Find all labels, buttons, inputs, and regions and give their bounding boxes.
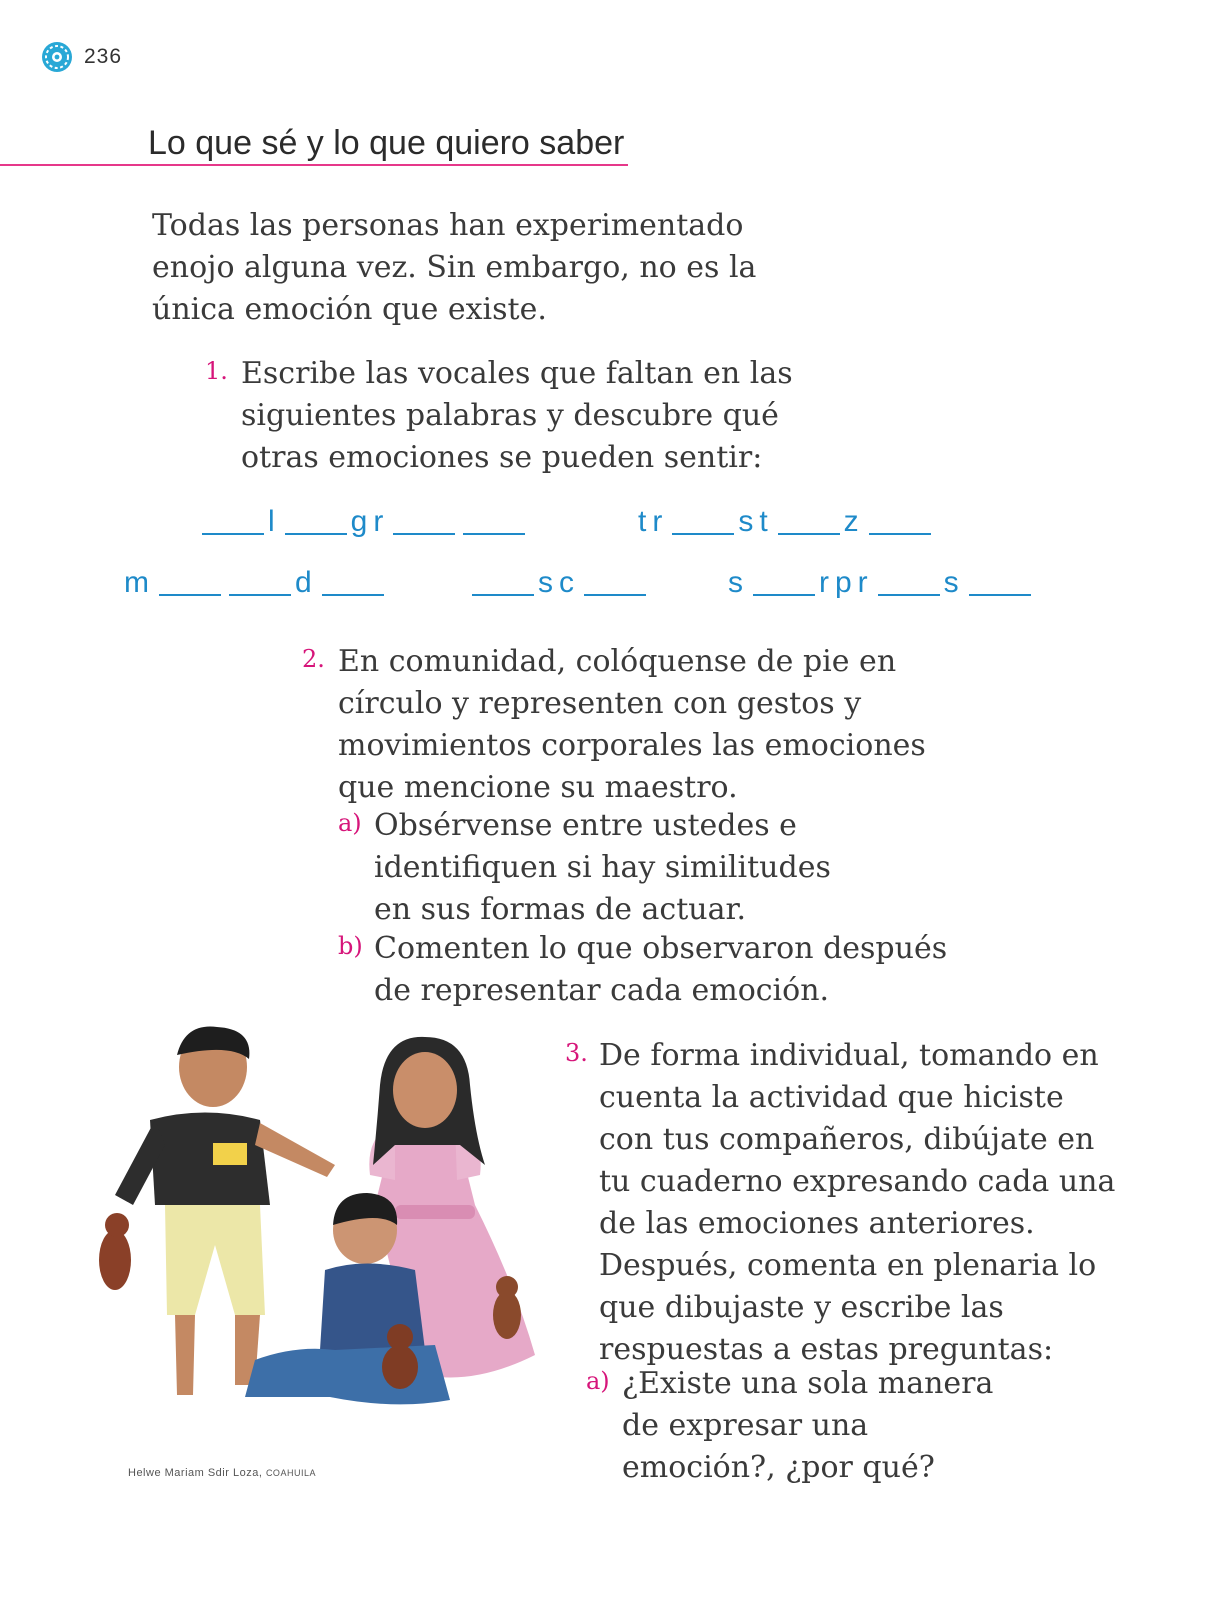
flower-emblem-icon [40, 40, 74, 74]
subitem-text: ¿Existe una sola manera de expresar una emoción?, ¿por qué? [622, 1366, 994, 1485]
subitem-label: a) [338, 809, 362, 837]
activity-3-subitem-a [586, 1363, 1046, 1489]
vowel-blank[interactable] [753, 593, 815, 596]
subitem-text: Comenten lo que observaron después de representar cada emoción. [374, 931, 948, 1008]
section-title: Lo que sé y lo que quiero saber [148, 124, 625, 162]
vowel-blank[interactable] [322, 593, 384, 596]
vowel-blank[interactable] [869, 532, 931, 535]
activity-2-text: En comunidad, colóquense de pie en círculo y representen con gestos y movimientos corporales las emociones que mencione su maestro. [338, 644, 926, 805]
vowel-blank[interactable] [672, 532, 734, 535]
word-fragment: rpr [819, 566, 874, 599]
subitem-label: a) [586, 1367, 610, 1395]
activity-3-number: 3. [565, 1039, 588, 1067]
children-illustration [95, 1025, 545, 1425]
vowel-blank[interactable] [229, 593, 291, 596]
word-fragment: sc [538, 566, 580, 599]
word-fragment: s [728, 566, 749, 599]
vowel-blank[interactable] [472, 593, 534, 596]
word-fragment: l [268, 505, 281, 538]
word-fragment: st [738, 505, 774, 538]
activity-2-number: 2. [302, 645, 325, 673]
word-fragment: d [295, 566, 318, 599]
emotion-word-miedo[interactable] [124, 566, 388, 600]
emotion-word-asco[interactable] [468, 566, 650, 600]
page-header [40, 40, 122, 74]
vowel-blank[interactable] [393, 532, 455, 535]
activity-1-number: 1. [205, 357, 228, 385]
activity-2-subitem-b [338, 928, 978, 1012]
subitem-label: b) [338, 932, 363, 960]
vowel-blank[interactable] [285, 532, 347, 535]
subitem-text: Obsérvense entre ustedes e identifiquen si hay similitudes en sus formas de actuar. [374, 808, 831, 927]
activity-1 [205, 353, 825, 479]
vowel-blank[interactable] [969, 593, 1031, 596]
emotion-word-alegria[interactable] [198, 505, 529, 539]
emotion-word-tristeza[interactable] [638, 505, 935, 539]
activity-2 [302, 641, 942, 809]
illustration-credit [128, 1467, 316, 1479]
word-fragment: gr [350, 505, 390, 538]
page-number: 236 [84, 45, 123, 68]
emotion-word-sorpresa[interactable] [728, 566, 1035, 600]
credit-place: COAHUILA [265, 1468, 316, 1478]
word-fragment: m [124, 566, 155, 599]
activity-2-subitem-a [338, 805, 938, 931]
word-fragment: s [943, 566, 965, 599]
vowel-blank[interactable] [584, 593, 646, 596]
vowel-blank[interactable] [463, 532, 525, 535]
activity-3 [565, 1035, 1125, 1371]
activity-1-text: Escribe las vocales que faltan en las siguientes palabras y descubre qué otras emociones se pueden sentir: [241, 356, 793, 475]
intro-paragraph: Todas las personas han experimentado enojo alguna vez. Sin embargo, no es la única emoción que existe. [152, 208, 757, 327]
vowel-blank[interactable] [202, 532, 264, 535]
title-underline [0, 164, 628, 166]
word-fragment: tr [638, 505, 669, 538]
vowel-blank[interactable] [778, 532, 840, 535]
word-fragment: z [843, 505, 865, 538]
credit-name: Helwe Mariam Sdir Loza, [128, 1467, 266, 1479]
vowel-blank[interactable] [878, 593, 940, 596]
activity-3-text: De forma individual, tomando en cuenta la actividad que hiciste con tus compañeros, dibújate en tu cuaderno expresando cada una de las emociones anteriores. Después, comenta en plenaria lo que dibujaste y escribe las respuestas a estas preguntas: [599, 1038, 1116, 1367]
vowel-blank[interactable] [159, 593, 221, 596]
